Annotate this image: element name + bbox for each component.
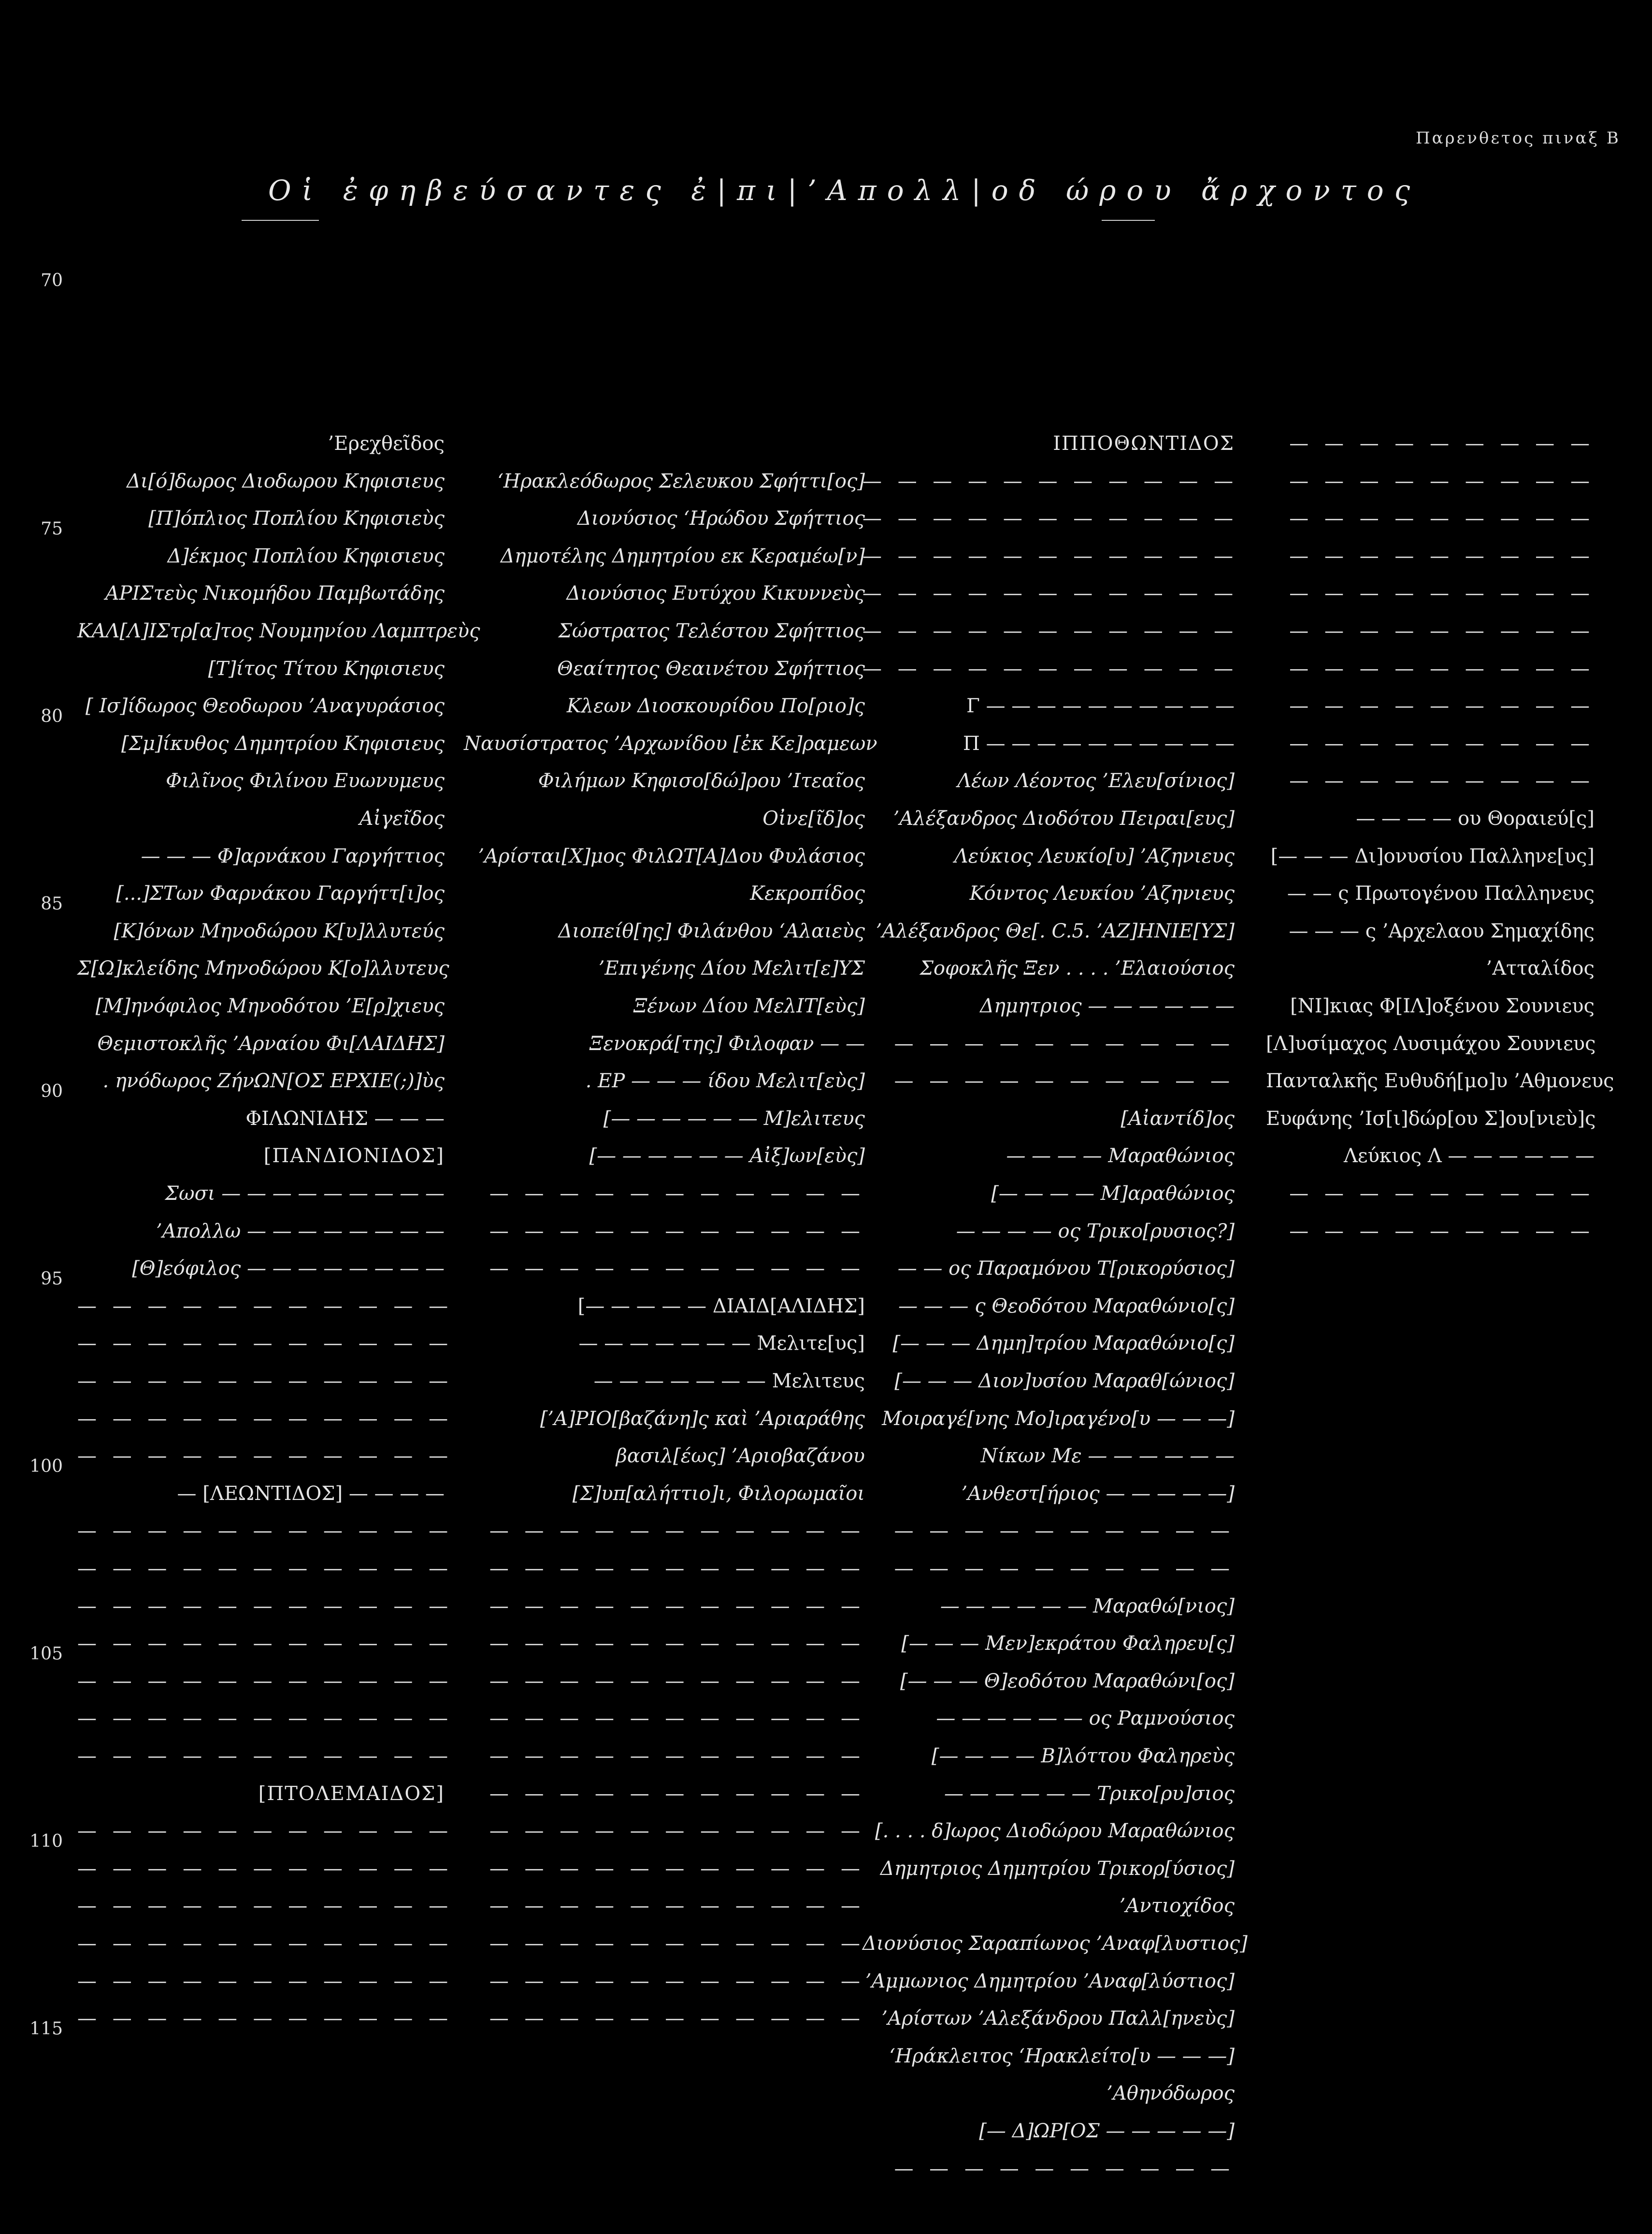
col4-entry: — — — — — — — — — [1289, 545, 1595, 567]
col3-entry: [Αἰαντίδ]ος [1120, 1107, 1235, 1130]
col3-entry: — — — — — — — — — — — [862, 657, 1238, 680]
col3-entry: — — — — — — Μαραθώ[νιος] [940, 1595, 1235, 1617]
col3-entry: Π — — — — — — — — — — [962, 732, 1235, 755]
col2-entry: ’Αρίσται[Χ]μος ΦιλΩΤ[Α]Δου Φυλάσιος [478, 845, 865, 867]
col2-entry: Διονύσιος ‘Ηρώδου Σφήττιος [577, 507, 865, 530]
col4-entry: — — — — — — — — — [1289, 732, 1595, 755]
col3-entry: Λέων Λέοντος ’Ελευ[σίνιος] [957, 770, 1235, 793]
col3-entry: — — — — — — — — — — [894, 1557, 1235, 1580]
col2-entry: [’Α]ΡΙΟ[βαζάνη]ς καὶ ’Αριαράθης [540, 1407, 865, 1430]
col4-entry: — — — — ου Θοραιεύ[ς] [1356, 807, 1595, 830]
col3-entry: [— — — Θ]εοδότου Μαραθώνι[ος] [900, 1670, 1235, 1692]
col4-entry: — — — — — — — — — [1289, 770, 1595, 793]
col2-entry: — — — — — — — — — — — [489, 1782, 865, 1805]
col3-entry: [. . . . δ]ωρος Διοδώρου Μαραθώνιος [875, 1820, 1235, 1843]
col1-entry: — — — — — — — — — — — [77, 1557, 453, 1580]
col1-entry: ΦΙΛΩΝΙΔΗΣ — — — [245, 1107, 445, 1130]
col1-entry: Δι[ό]δωρος Διοδωρου Κηφισιευς [127, 470, 445, 492]
col3-entry: — — — — — — — — — — — [862, 582, 1238, 605]
col4-entry: — — — — — — — — — [1289, 582, 1595, 605]
col2-entry: — — — — — — — — — — — [489, 1182, 865, 1205]
col2-entry: Οἰνε[ῖδ]ος [762, 807, 865, 830]
col3-entry: ’Αλέξανδρος Θε[. C.5. ’ΑΖ]ΗΝΙΕ[ΥΣ] [876, 920, 1235, 942]
col3-entry: ’Αμμωνιος Δημητρίου ’Αναφ[λύστιος] [865, 1970, 1235, 1992]
col3-entry: Διονύσιος Σαραπίωνος ’Αναφ[λυστιος] [862, 1932, 1248, 1955]
col3-entry: — — — — Μαραθώνιος [1006, 1145, 1235, 1167]
col2-entry: — — — — — — — — — — — [489, 1557, 865, 1580]
col1-entry: — — — — — — — — — — — [77, 1707, 453, 1730]
col1-entry: [Π]όπλιος Ποπλίου Κηφισιεὺς [148, 507, 445, 530]
col3-entry: — — — — — — — — — — — [862, 545, 1238, 567]
line-number: 90 [41, 1081, 63, 1101]
line-number: 85 [41, 894, 63, 914]
col3-entry: [— — — — Μ]αραθώνιος [991, 1182, 1235, 1205]
col4-entry: — — — — — — — — — [1289, 1220, 1595, 1242]
col1-entry: Δ]έκμος Ποπλίου Κηφισιευς [167, 545, 445, 567]
col1-entry: [ΠΑΝΔΙΟΝΙΔΟΣ] [263, 1145, 445, 1167]
col1-entry: [Κ]όνων Μηνοδώρου Κ[υ]λλυτεύς [114, 920, 445, 942]
line-number: 110 [29, 1831, 63, 1851]
line-number: 75 [41, 519, 63, 539]
col2-entry: Δημοτέλης Δημητρίου εκ Κεραμέω[ν] [500, 545, 865, 567]
col3-entry: Δημητριος Δημητρίου Τρικορ[ύσιος] [880, 1857, 1235, 1880]
col3-entry: ’Αλέξανδρος Διοδότου Πειραι[ευς] [893, 807, 1235, 830]
col2-entry: — — — — — — — Μελιτευς [593, 1370, 865, 1392]
line-number: 80 [41, 706, 63, 726]
col1-entry: — — — — — — — — — — — [77, 1407, 453, 1430]
col2-entry: Φιλήμων Κηφισο[δώ]ρου ’Ιτεαῖος [538, 770, 865, 793]
col3-entry: — — — — — — — — — — — [862, 620, 1238, 642]
col1-entry: [Μ]ηνόφιλος Μηνοδότου ’Ε[ρ]χιευς [95, 995, 445, 1017]
col2-entry: Θεαίτητος Θεαινέτου Σφήττιος [557, 657, 865, 680]
col2-entry: — — — — — — — — — — — [489, 1932, 865, 1955]
col1-entry: — — — — — — — — — — — [77, 1670, 453, 1692]
col1-entry: — [ΛΕΩΝΤΙΔΟΣ] — — — — [177, 1482, 445, 1505]
col1-entry: . ηνόδωρος ΖήνΩΝ[ΟΣ ΕΡΧΙΕ(;)]ὺς [102, 1070, 445, 1093]
col4-entry: [— — — Δι]ονυσίου Παλληνε[υς] [1270, 845, 1595, 867]
col1-entry: — — — — — — — — — — — [77, 1520, 453, 1542]
col1-entry: [Σμ]ίκυθος Δημητρίου Κηφισιευς [121, 732, 445, 755]
col2-entry: [— — — — — ΔΙΑΙΔ[ΑΛΙΔΗΣ] [577, 1295, 865, 1317]
col3-entry: Δημητριος — — — — — — [980, 995, 1235, 1017]
col3-entry: — — — — — — Τρικο[ρυ]σιος [944, 1782, 1235, 1805]
col1-entry: — — — — — — — — — — — [77, 1332, 453, 1355]
line-number: 100 [29, 1456, 63, 1476]
col2-entry: — — — — — — — — — — — [489, 1970, 865, 1992]
col1-entry: ΚΑΛ[Λ]ΙΣτρ[α]τος Νουμηνίου Λαμπτρεὺς [77, 620, 480, 642]
col4-entry: — — — — — — — — — [1289, 620, 1595, 642]
col1-entry: ’Ερεχθεῖδος [328, 432, 445, 455]
col1-entry: — — — — — — — — — — — [77, 1295, 453, 1317]
col2-entry: Διοπείθ[ης] Φιλάνθου ‘Αλαιεὺς [558, 920, 865, 942]
col2-entry: — — — — — — — — — — — [489, 1670, 865, 1692]
col3-entry: — — — — — — — — — — — [862, 507, 1238, 530]
col1-entry: — — — — — — — — — — — [77, 1445, 453, 1468]
col2-entry: ‘Ηρακλεόδωρος Σελευκου Σφήττι[ος] [497, 470, 865, 492]
col4-entry: — — — ς ’Αρχελαου Σημαχίδης [1289, 920, 1595, 942]
col3-entry: ’Ανθεστ[ήριος — — — — —] [961, 1482, 1235, 1505]
col4-entry: [Λ]υσίμαχος Λυσιμάχου Σουνιευς [1266, 1032, 1596, 1055]
col2-entry: — — — — — — — Μελιτε[υς] [578, 1332, 865, 1355]
line-number: 70 [41, 271, 63, 290]
col2-entry: Ναυσίστρατος ’Αρχωνίδου [ἐκ Κε]ραμεων [464, 732, 877, 755]
col3-entry: ’Αντιοχίδος [1119, 1895, 1235, 1917]
col3-entry: — — — — — — — — — — [894, 1520, 1235, 1542]
col4-entry: — — — — — — — — — [1289, 470, 1595, 492]
col2-entry: [— — — — — — Μ]ελιτευς [603, 1107, 865, 1130]
col1-entry: — — — — — — — — — — — [77, 1632, 453, 1655]
col3-entry: — — — — ος Τρικο[ρυσιος?] [956, 1220, 1235, 1242]
col1-entry: Θεμιστοκλῆς ’Αρναίου Φι[ΛΑΙΔΗΣ] [97, 1032, 445, 1055]
col1-entry: ΑΡΙΣτεὺς Νικομήδου Παμβωτάδης [105, 582, 445, 605]
col2-entry: Διονύσιος Ευτύχου Κικυννεὺς [566, 582, 865, 605]
page-title: Οἱ ἐφηβεύσαντες ἐ|πι|’Απολλ|οδ ώρου ἄρχοντος [268, 174, 1421, 207]
col3-entry: [— — — — Β]λόττου Φαληρεὺς [931, 1745, 1235, 1767]
col1-entry: Φιλῖνος Φιλίνου Ευωνυμευς [166, 770, 445, 793]
col1-entry: — — — — — — — — — — — [77, 1745, 453, 1767]
col1-entry: [ΠΤΟΛΕΜΑΙΔΟΣ] [258, 1782, 445, 1805]
col2-entry: — — — — — — — — — — — [489, 1595, 865, 1617]
col2-entry: Κλεων Διοσκουρίδου Πο[ριο]ς [566, 695, 865, 718]
col1-entry: — — — — — — — — — — — [77, 1970, 453, 1992]
col1-entry: — — — — — — — — — — — [77, 1932, 453, 1955]
col3-entry: ΙΠΠΟΘΩΝΤΙΔΟΣ [1053, 432, 1235, 455]
col1-entry: [Τ]ίτος Τίτου Κηφισιευς [208, 657, 445, 680]
col2-entry: . ΕΡ — — — ίδου Μελιτ[εὺς] [585, 1070, 865, 1093]
col3-entry: Γ — — — — — — — — — — [966, 695, 1235, 718]
title-underline [242, 220, 319, 221]
col1-entry: — — — — — — — — — — — [77, 2007, 453, 2030]
col2-entry: Ξένων Δίου ΜελΙΤ[εὺς] [633, 995, 865, 1017]
line-number: 115 [29, 2019, 63, 2039]
col4-entry: — — — — — — — — — [1289, 695, 1595, 718]
title-underline [1102, 220, 1155, 221]
col1-entry: [...]ΣΤων Φαρνάκου Γαργήττ[ι]ος [116, 882, 445, 905]
col2-entry: — — — — — — — — — — — [489, 1707, 865, 1730]
col1-entry: Σ[Ω]κλείδης Μηνοδώρου Κ[ο]λλυτευς [77, 957, 449, 980]
col3-entry: Σοφοκλῆς Ξεν . . . . ’Ελαιούσιος [919, 957, 1235, 980]
col1-entry: [Θ]εόφιλος — — — — — — — — [132, 1257, 445, 1280]
col3-entry: Μοιραγέ[νης Μο]ιραγένο[υ — — —] [882, 1407, 1235, 1430]
col2-entry: βασιλ[έως] ’Αριοβαζάνου [616, 1445, 865, 1468]
col3-entry: ‘Ηράκλειτος ‘Ηρακλείτο[υ — — —] [889, 2045, 1235, 2067]
col4-entry: Ευφάνης ’Ισ[ι]δώρ[ου Σ]ου[νιεὺ]ς [1266, 1107, 1596, 1130]
col2-entry: — — — — — — — — — — — [489, 1220, 865, 1242]
col4-entry: — — — — — — — — — [1289, 657, 1595, 680]
col4-entry: — — — — — — — — — [1289, 1182, 1595, 1205]
col1-entry: Αἰγεῖδος [359, 807, 445, 830]
col4-entry: — — ς Πρωτογένου Παλληνευς [1287, 882, 1595, 905]
col2-entry: [Σ]υπ[αλήττιο]ι, Φιλορωμαῖοι [572, 1482, 865, 1505]
header-label: Παρενθετος πιναξ Β [1416, 129, 1621, 148]
col3-entry: Λεύκιος Λευκίο[υ] ’Αζηνιευς [954, 845, 1235, 867]
col2-entry: — — — — — — — — — — — [489, 1745, 865, 1767]
col4-entry: — — — — — — — — — [1289, 432, 1595, 455]
col2-entry: — — — — — — — — — — — [489, 1257, 865, 1280]
line-number: 95 [41, 1269, 63, 1289]
col3-entry: — — — — — — — — — — [894, 1070, 1235, 1093]
col2-entry: [— — — — — — Αἰξ]ων[εὺς] [589, 1145, 865, 1167]
col3-entry: ’Αθηνόδωρος [1106, 2082, 1235, 2105]
col2-entry: — — — — — — — — — — — [489, 1857, 865, 1880]
col3-entry: — — — — — — — — — — [894, 2157, 1235, 2180]
col4-entry: Πανταλκῆς Ευθυδή[μο]υ ’Αθμονευς [1266, 1070, 1614, 1093]
col1-entry: — — — — — — — — — — — [77, 1820, 453, 1843]
col3-entry: Νίκων Με — — — — — — [980, 1445, 1235, 1468]
col1-entry: — — — Φ]αρνάκου Γαργήττιος [141, 845, 445, 867]
col1-entry: — — — — — — — — — — — [77, 1370, 453, 1392]
col3-entry: ’Αρίστων ’Αλεξάνδρου Παλλ[ηνεὺς] [881, 2007, 1235, 2030]
col2-entry: — — — — — — — — — — — [489, 1520, 865, 1542]
col3-entry: — — — — — — ος Ραμνούσιος [936, 1707, 1235, 1730]
col2-entry: ’Επιγένης Δίου Μελιτ[ε]ΥΣ [598, 957, 865, 980]
col2-entry: — — — — — — — — — — — [489, 1895, 865, 1917]
col2-entry: Ξενοκρά[της] Φιλοφαν — — [589, 1032, 865, 1055]
col3-entry: — — — — — — — — — — [894, 1032, 1235, 1055]
col4-entry: [ΝΙ]κιας Φ[ΙΛ]οξένου Σουνιευς [1290, 995, 1595, 1017]
col1-entry: Σωσι — — — — — — — — — [165, 1182, 445, 1205]
col1-entry: [ Ισ]ίδωρος Θεοδωρου ’Αναγυράσιος [86, 695, 445, 718]
col4-entry: Λεύκιος Λ — — — — — — [1344, 1145, 1595, 1167]
col3-entry: — — ος Παραμόνου Τ[ρικορύσιος] [897, 1257, 1235, 1280]
col3-entry: [— — — Διον]υσίου Μαραθ[ώνιος] [894, 1370, 1235, 1392]
col4-entry: ’Ατταλίδος [1486, 957, 1595, 980]
col2-entry: — — — — — — — — — — — [489, 2007, 865, 2030]
line-number: 105 [29, 1644, 63, 1664]
col3-entry: [— Δ]ΩΡ[ΟΣ — — — — —] [979, 2120, 1235, 2142]
col4-entry: — — — — — — — — — [1289, 507, 1595, 530]
col2-entry: Σώστρατος Τελέστου Σφήττιος [558, 620, 865, 642]
col3-entry: — — — ς Θεοδότου Μαραθώνιο[ς] [898, 1295, 1235, 1317]
col3-entry: [— — — Μεν]εκράτου Φαληρευ[ς] [901, 1632, 1235, 1655]
col1-entry: — — — — — — — — — — — [77, 1895, 453, 1917]
col3-entry: [— — — Δημη]τρίου Μαραθώνιο[ς] [892, 1332, 1235, 1355]
col2-entry: Κεκροπίδος [750, 882, 865, 905]
col2-entry: — — — — — — — — — — — [489, 1632, 865, 1655]
col3-entry: Κόιντος Λευκίου ’Αζηνιευς [969, 882, 1235, 905]
col1-entry: ’Απολλω — — — — — — — — [156, 1220, 445, 1242]
col1-entry: — — — — — — — — — — — [77, 1595, 453, 1617]
col2-entry: — — — — — — — — — — — [489, 1820, 865, 1843]
col3-entry: — — — — — — — — — — — [862, 470, 1238, 492]
col1-entry: — — — — — — — — — — — [77, 1857, 453, 1880]
